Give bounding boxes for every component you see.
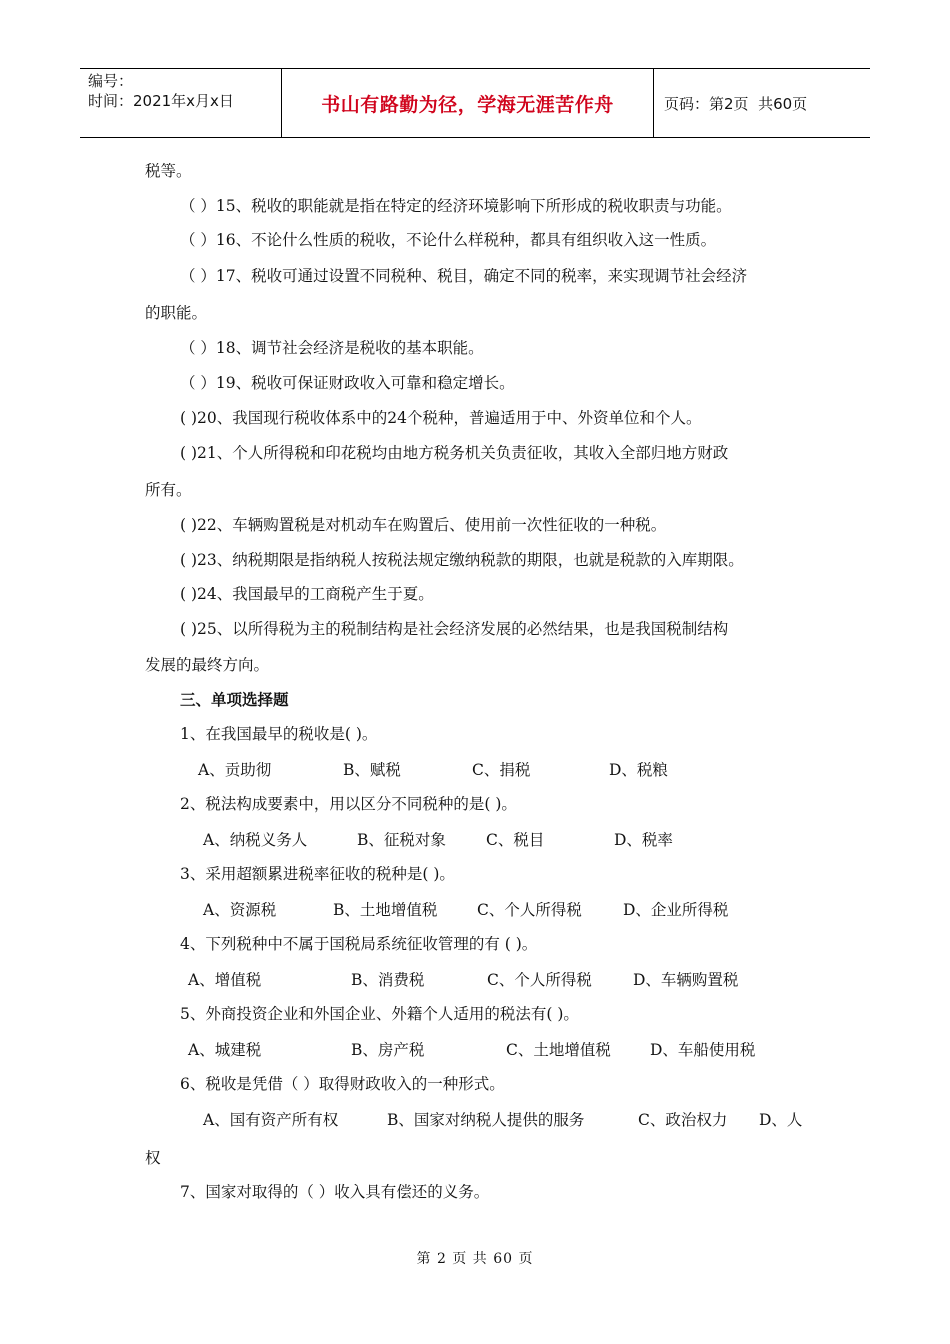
mc-question-1: 1、在我国最早的税收是( )。 — [180, 725, 378, 743]
mc1-option-d: D、税粮 — [609, 761, 668, 779]
mc5-option-b: B、房产税 — [351, 1041, 425, 1059]
mc1-option-b: B、赋税 — [343, 761, 401, 779]
question-17-cont: 的职能。 — [145, 304, 208, 322]
mc6-option-b: B、国家对纳税人提供的服务 — [387, 1111, 585, 1129]
question-24: ( )24、我国最早的工商税产生于夏。 — [180, 585, 434, 603]
mc2-option-a: A、纳税义务人 — [203, 831, 308, 849]
question-25: ( )25、以所得税为主的税制结构是社会经济发展的必然结果，也是我国税制结构 — [180, 620, 729, 638]
mc3-option-d: D、企业所得税 — [623, 901, 729, 919]
mc-question-6: 6、税收是凭借（ ）取得财政收入的一种形式。 — [180, 1075, 505, 1093]
mc3-option-a: A、资源税 — [203, 901, 277, 919]
mc4-option-c: C、个人所得税 — [487, 971, 592, 989]
section-heading: 三、单项选择题 — [180, 690, 289, 709]
time-label: 时间：2021年x月x日 — [88, 92, 234, 110]
mc6-option-a: A、国有资产所有权 — [203, 1111, 339, 1129]
mc6-option-d-cont: 权 — [145, 1149, 161, 1167]
mc2-option-d: D、税率 — [614, 831, 673, 849]
mc5-option-a: A、城建税 — [188, 1041, 262, 1059]
text-line-continued: 税等。 — [145, 162, 192, 180]
mc-question-5: 5、外商投资企业和外国企业、外籍个人适用的税法有( )。 — [180, 1005, 579, 1023]
page-header — [80, 68, 870, 138]
mc6-option-d: D、人 — [759, 1111, 803, 1129]
mc3-option-b: B、土地增值税 — [333, 901, 438, 919]
mc-question-7: 7、国家对取得的（ ）收入具有偿还的义务。 — [180, 1183, 490, 1201]
question-16: （ ）16、不论什么性质的税收，不论什么样税种，都具有组织收入这一性质。 — [180, 231, 717, 249]
mc-question-2: 2、税法构成要素中，用以区分不同税种的是( )。 — [180, 795, 517, 813]
question-22: ( )22、车辆购置税是对机动车在购置后、使用前一次性征收的一种税。 — [180, 516, 667, 534]
question-19: （ ）19、税收可保证财政收入可靠和稳定增长。 — [180, 374, 515, 392]
mc-question-3: 3、采用超额累进税率征收的税种是( )。 — [180, 865, 455, 883]
mc3-option-c: C、个人所得税 — [477, 901, 582, 919]
question-20: ( )20、我国现行税收体系中的24个税种，普遍适用于中、外资单位和个人。 — [180, 409, 702, 427]
mc2-option-c: C、税目 — [486, 831, 545, 849]
page-info-text: 页码：第2页 共60页 — [664, 94, 808, 113]
mc5-option-c: C、土地增值税 — [506, 1041, 611, 1059]
question-25-cont: 发展的最终方向。 — [145, 656, 270, 674]
question-18: （ ）18、调节社会经济是税收的基本职能。 — [180, 339, 484, 357]
serial-label: 编号： — [88, 72, 134, 90]
mc6-option-c: C、政治权力 — [638, 1111, 728, 1129]
question-15: （ ）15、税收的职能就是指在特定的经济环境影响下所形成的税收职责与功能。 — [180, 197, 732, 215]
motto-text: 书山有路勤为径，学海无涯苦作舟 — [321, 93, 614, 116]
mc4-option-d: D、车辆购置税 — [633, 971, 739, 989]
mc4-option-b: B、消费税 — [351, 971, 425, 989]
mc5-option-d: D、车船使用税 — [650, 1041, 756, 1059]
header-page-info — [654, 69, 870, 137]
mc2-option-b: B、征税对象 — [357, 831, 446, 849]
question-23: ( )23、纳税期限是指纳税人按税法规定缴纳税款的期限，也就是税款的入库期限。 — [180, 551, 744, 569]
header-meta — [80, 69, 282, 137]
mc1-option-a: A、贡助彻 — [198, 761, 272, 779]
header-motto — [282, 69, 654, 137]
question-21-cont: 所有。 — [145, 481, 192, 499]
mc4-option-a: A、增值税 — [188, 971, 262, 989]
question-17: （ ）17、税收可通过设置不同税种、税目，确定不同的税率，来实现调节社会经济 — [180, 267, 748, 285]
mc1-option-c: C、捐税 — [472, 761, 531, 779]
page-footer: 第 2 页 共 60 页 — [416, 1251, 534, 1267]
mc-question-4: 4、下列税种中不属于国税局系统征收管理的有 ( )。 — [180, 935, 538, 953]
question-21: ( )21、个人所得税和印花税均由地方税务机关负责征收，其收入全部归地方财政 — [180, 444, 729, 462]
